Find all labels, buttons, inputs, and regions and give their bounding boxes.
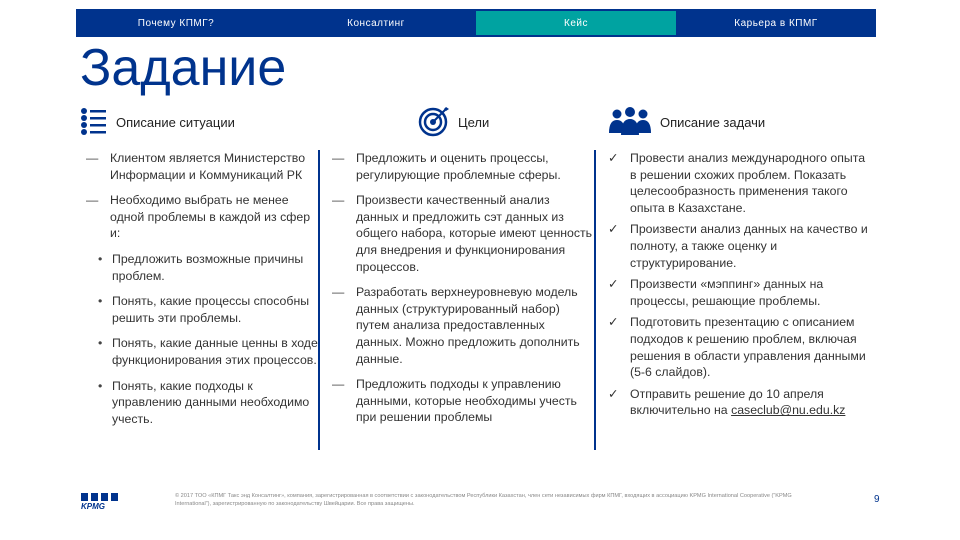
bullet-item: • Понять, какие процессы способны решить эти проблемы. <box>80 293 318 326</box>
check-icon: ✓ <box>608 277 619 292</box>
goals-column <box>326 150 596 450</box>
bullet-item: • Понять, какие подходы к управлению данными необходимо учесть. <box>80 378 318 428</box>
kpmg-logo <box>80 492 120 510</box>
column-title: Описание ситуации <box>116 114 235 130</box>
list-item: — Клиентом является Министерство Информации и Коммуникаций РК <box>80 150 318 183</box>
column-header-task <box>608 104 765 140</box>
email-link[interactable]: caseclub@nu.edu.kz <box>731 403 846 418</box>
target-icon <box>418 105 450 140</box>
check-item <box>602 386 868 419</box>
page-title: Задание <box>80 39 287 97</box>
check-item-text: Произвести «мэппинг» данных на процессы, решающие проблемы. <box>630 277 824 308</box>
check-item-text: Подготовить презентацию с описанием подходов к решению проблем, включая решения в области управления данными (5-6 слайдов). <box>630 315 866 380</box>
footer-copyright: © 2017 ТОО «КПМГ Такс энд Консалтинг», компания, зарегистрированная в соответствии с законодательством Республики Казахстан, член сети независимых фирм КПМГ, входящих в ассоциацию KPMG International Cooperative (“KPMG International”), зарегистрированную по законодательству Швейцарии. Все права защищены. <box>175 493 792 507</box>
check-item-text: Отправить решение до 10 апреля включительно на <box>630 386 824 418</box>
bullet-item: • Предложить возможные причины проблем. <box>80 251 318 284</box>
team-icon <box>608 106 652 139</box>
check-icon: ✓ <box>608 151 619 165</box>
task-column <box>602 150 868 450</box>
situation-column <box>80 150 320 450</box>
check-icon: ✓ <box>608 315 619 330</box>
check-item-text: Провести анализ международного опыта в решении схожих проблем. Показать целесообразность применения такого опыта в Казахстане. <box>630 151 866 215</box>
list-icon <box>80 107 108 138</box>
tab-career[interactable]: Карьера в КПМГ <box>734 17 818 29</box>
check-item <box>602 150 868 216</box>
check-icon: ✓ <box>608 222 619 237</box>
tab-why-kpmg[interactable]: Почему КПМГ? <box>137 17 215 29</box>
list-item: — Предложить подходы к управлению данными, которые необходимы учесть при решении проблемы <box>326 376 594 426</box>
check-item <box>602 221 868 271</box>
column-header-goals <box>418 104 489 140</box>
check-item <box>602 314 868 380</box>
top-navigation <box>76 9 876 37</box>
list-item: — Произвести качественный анализ данных и предложить сэт данных из общего набора, которые имеют ценность для внедрения и функционирования процессов. <box>326 192 594 275</box>
page-number: 9 <box>874 494 880 505</box>
check-item <box>602 276 868 309</box>
check-item-text: Произвести анализ данных на качество и полноту, а также оценку и структурирование. <box>630 222 868 270</box>
tab-case[interactable]: Кейс <box>476 11 676 35</box>
column-title: Цели <box>458 114 490 130</box>
check-icon: ✓ <box>608 386 619 401</box>
column-header-situation <box>80 104 235 140</box>
column-title: Описание задачи <box>660 114 766 130</box>
bullet-item: • Понять, какие данные ценны в ходе функционирования этих процессов. <box>80 335 318 368</box>
list-item: — Предложить и оценить процессы, регулирующие проблемные сферы. <box>326 150 594 183</box>
tab-consulting[interactable]: Консалтинг <box>347 17 405 29</box>
logo-text: KPMG <box>81 502 105 510</box>
list-item: — Разработать верхнеуровневую модель данных (структурированный набор) путем анализа предоставленных данных. Можно предложить дополнить данные. <box>326 284 594 367</box>
list-item: — Необходимо выбрать не менее одной проблемы в каждой из сфер и: <box>80 192 318 242</box>
